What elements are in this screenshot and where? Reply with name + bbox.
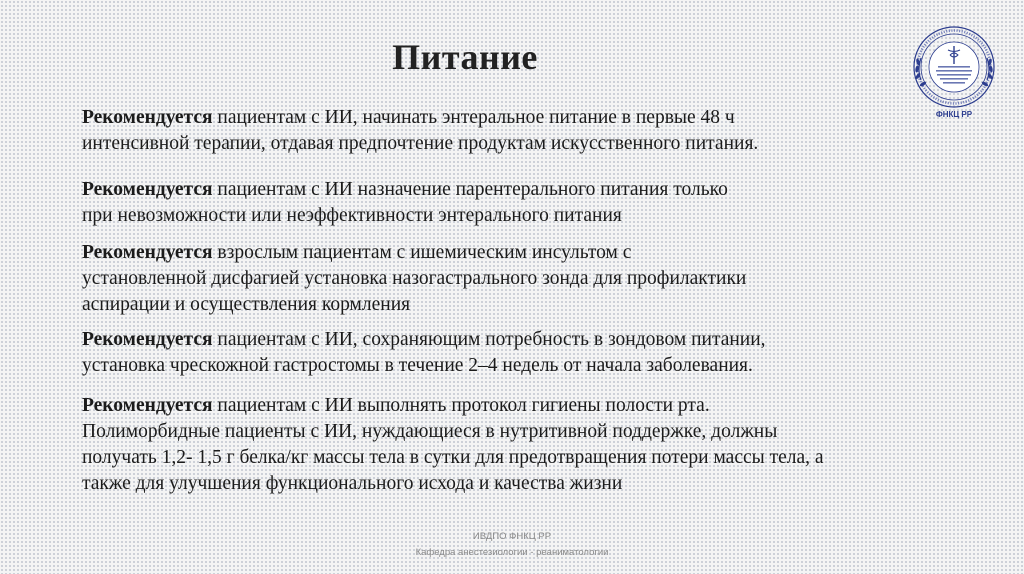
recommendation-text: аспирации и осуществления кормления bbox=[82, 294, 411, 315]
recommendation-text: при невозможности или неэффективности энтерального питания bbox=[82, 205, 622, 226]
recommendation-text: установка чрескожной гастростомы в течение 2–4 недель от начала заболевания. bbox=[82, 355, 753, 376]
recommendation-text: также для улучшения функционального исхода и качества жизни bbox=[82, 473, 623, 494]
recommendation-paragraph bbox=[82, 240, 746, 318]
recommendation-lead: Рекомендуется bbox=[82, 107, 213, 128]
slide-title: Питание bbox=[392, 37, 538, 77]
recommendation-text: Полиморбидные пациенты с ИИ, нуждающиеся в нутритивной поддержке, должны bbox=[82, 421, 778, 442]
recommendation-paragraph bbox=[82, 327, 766, 379]
recommendation-paragraph bbox=[82, 393, 824, 497]
footer-organization: ИВДПО ФНКЦ РР bbox=[472, 531, 552, 542]
recommendation-text: пациентам с ИИ выполнять протокол гигиены полости рта. bbox=[212, 395, 710, 416]
recommendation-text: взрослым пациентам с ишемическим инсультом с bbox=[212, 242, 632, 263]
recommendation-text: пациентам с ИИ, сохраняющим потребность в зондовом питании, bbox=[212, 329, 766, 350]
recommendation-lead: Рекомендуется bbox=[82, 242, 213, 263]
recommendation-paragraph bbox=[82, 177, 728, 229]
recommendation-text: пациентам с ИИ назначение парентерального питания только bbox=[212, 179, 728, 200]
recommendation-paragraph bbox=[82, 105, 758, 157]
recommendation-text: установленной дисфагией установка назогастрального зонда для профилактики bbox=[82, 268, 747, 289]
recommendation-lead: Рекомендуется bbox=[82, 179, 213, 200]
footer-department: Кафедра анестезиологии - реаниматологии bbox=[415, 547, 609, 558]
recommendation-lead: Рекомендуется bbox=[82, 329, 213, 350]
recommendation-text: интенсивной терапии, отдавая предпочтение продуктам искусственного питания. bbox=[82, 133, 759, 154]
logo-label: ФНКЦ РР bbox=[935, 110, 973, 119]
recommendation-text: пациентам с ИИ, начинать энтеральное питание в первые 48 ч bbox=[212, 107, 735, 128]
recommendation-lead: Рекомендуется bbox=[82, 395, 213, 416]
recommendation-text: получать 1,2- 1,5 г белка/кг массы тела в сутки для предотвращения потери массы тела, а bbox=[82, 447, 824, 468]
fnkc-rr-emblem-icon bbox=[903, 20, 1005, 122]
